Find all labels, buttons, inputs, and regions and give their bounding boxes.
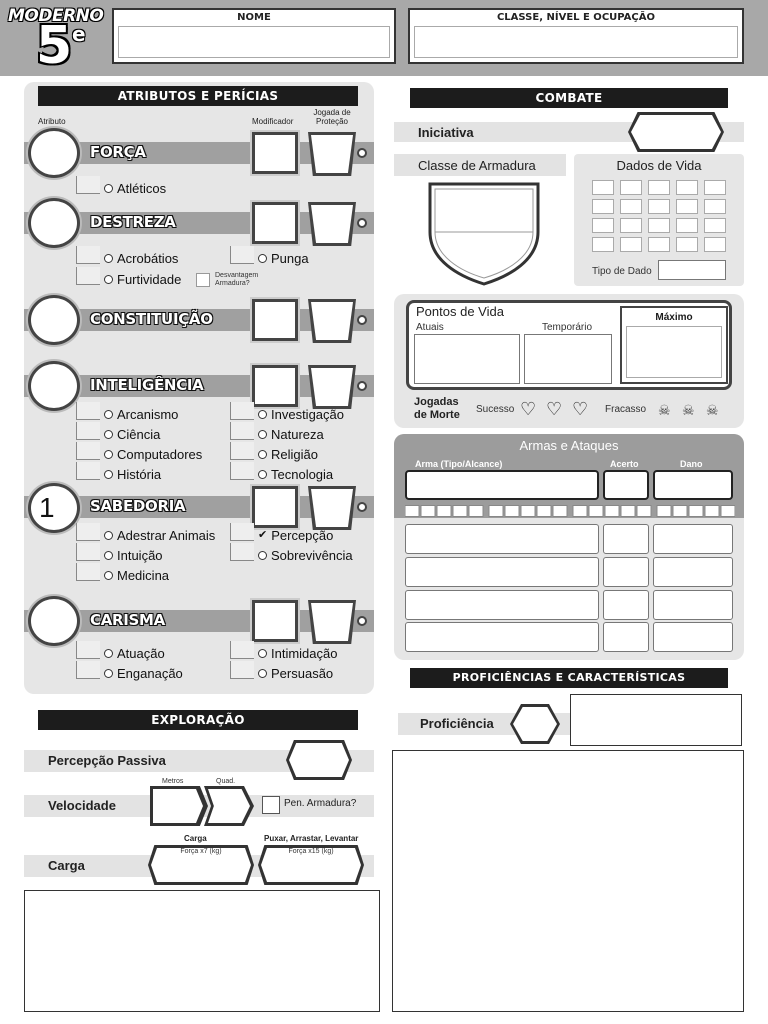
failure-skull-icon[interactable]: ☠ [706, 402, 719, 418]
logo [8, 6, 104, 76]
hit-dice-label: Dados de Vida [616, 158, 702, 173]
skill-box-enganacao[interactable] [76, 661, 100, 679]
skill-box-religiao[interactable] [230, 442, 254, 460]
modifier-carisma[interactable] [252, 600, 298, 642]
success-heart-icon[interactable]: ♡ [546, 399, 563, 419]
skill-box-punga[interactable] [230, 246, 254, 264]
save-prof-destreza[interactable] [357, 218, 367, 228]
skill-religiao[interactable]: Religião [258, 447, 318, 462]
success-heart-icon[interactable]: ♡ [572, 399, 589, 419]
speed-squares-field[interactable] [204, 786, 254, 826]
weapon-row-hit[interactable] [603, 557, 649, 587]
hp-max-label: Máximo [655, 312, 693, 323]
skill-investigacao[interactable]: Investigação [258, 407, 344, 422]
weapons-title: Armas e Ataques [519, 438, 619, 453]
hp-current-field[interactable] [414, 334, 520, 384]
exploration-notes-area[interactable] [24, 890, 380, 1012]
proficiency-label: Proficiência [420, 716, 494, 731]
attr-score-forca[interactable] [28, 128, 80, 178]
hp-temp-label: Temporário [542, 322, 593, 333]
class-field[interactable] [414, 26, 738, 58]
save-inteligencia[interactable] [308, 365, 356, 409]
attr-name-forca: FORÇA [90, 143, 146, 161]
modifier-inteligencia[interactable] [252, 365, 298, 407]
name-label: NOME [237, 12, 271, 23]
skill-natureza[interactable]: Natureza [258, 427, 324, 442]
weapon-rows [405, 524, 735, 652]
save-carisma[interactable] [308, 600, 356, 644]
attr-score-carisma[interactable] [28, 596, 80, 646]
weapon-name-field[interactable] [405, 470, 599, 500]
save-constituicao[interactable] [308, 299, 356, 343]
save-prof-constituicao[interactable] [357, 315, 367, 325]
attr-score-constituicao[interactable] [28, 295, 80, 345]
skill-box-natureza[interactable] [230, 422, 254, 440]
die-type-label: Tipo de Dado [592, 266, 652, 277]
skill-computadores[interactable]: Computadores [104, 447, 202, 462]
skill-box-arcanismo[interactable] [76, 402, 100, 420]
death-failure-label: Fracasso [605, 404, 647, 415]
attribute-col-label: Atributo [38, 117, 66, 126]
logo-sup: e [72, 22, 86, 46]
attributes-title: ATRIBUTOS E PERÍCIAS [38, 86, 358, 106]
ammo-tracker[interactable] [405, 504, 735, 516]
passive-perception-label: Percepção Passiva [48, 753, 166, 768]
attr-score-inteligencia[interactable] [28, 361, 80, 411]
armor-penalty-checkbox[interactable] [262, 796, 280, 814]
logo-number: 5 [36, 16, 73, 76]
weapon-row-name[interactable] [405, 524, 599, 554]
push-col-label: Puxar, Arrastar, Levantar [264, 834, 359, 843]
death-saves-label: Jogadas de Morte [414, 396, 460, 421]
weapon-row-hit[interactable] [603, 622, 649, 652]
class-box [408, 8, 744, 64]
skill-adestrar-animais[interactable]: Adestrar Animais [104, 528, 215, 543]
skill-box-investigacao[interactable] [230, 402, 254, 420]
hit-points-label: Pontos de Vida [416, 304, 504, 319]
save-col-label: Jogada de Proteção [313, 108, 351, 126]
success-heart-icon[interactable]: ♡ [520, 399, 537, 419]
hit-col-label: Acerto [610, 459, 639, 469]
skill-box-intuicao[interactable] [76, 543, 100, 561]
skill-sobrevivencia[interactable]: Sobrevivência [258, 548, 353, 563]
proficiencies-title: PROFICIÊNCIAS E CARACTERÍSTICAS [410, 668, 728, 688]
attr-score-destreza[interactable] [28, 198, 80, 248]
weapon-damage-field[interactable] [653, 470, 733, 500]
damage-col-label: Dano [680, 459, 703, 469]
attr-name-destreza: DESTREZA [90, 213, 176, 231]
skill-acrobatios[interactable]: Acrobátios [104, 251, 178, 266]
exploration-title: EXPLORAÇÃO [38, 710, 358, 730]
weapon-col-label: Arma (Tipo/Alcance) [415, 459, 503, 469]
skill-intuicao[interactable]: Intuição [104, 548, 163, 563]
skill-box-persuasao[interactable] [230, 661, 254, 679]
load-label: Carga [48, 858, 85, 873]
failure-skull-icon[interactable]: ☠ [682, 402, 695, 418]
attr-name-constituicao: CONSTITUIÇÃO [90, 310, 213, 328]
hp-current-label: Atuais [416, 322, 444, 333]
proficiency-field[interactable] [510, 704, 560, 744]
save-sabedoria[interactable] [308, 486, 356, 530]
modifier-destreza[interactable] [252, 202, 298, 244]
skill-box-intimidacao[interactable] [230, 641, 254, 659]
modifier-col-label: Modificador [252, 117, 294, 126]
weapon-row-name[interactable] [405, 622, 599, 652]
skill-historia[interactable]: História [104, 467, 161, 482]
speed-meters-field[interactable] [150, 786, 208, 826]
squares-label: Quad. [216, 778, 236, 785]
weapon-row-name[interactable] [405, 590, 599, 620]
save-prof-inteligencia[interactable] [357, 381, 367, 391]
hp-temp-field[interactable] [524, 334, 612, 384]
skill-box-acrobatios[interactable] [76, 246, 100, 264]
skill-box-medicina[interactable] [76, 563, 100, 581]
shield-icon[interactable] [426, 180, 542, 288]
skill-atuacao[interactable]: Atuação [104, 646, 165, 661]
save-prof-carisma[interactable] [357, 616, 367, 626]
skill-box-atleticos[interactable] [76, 176, 100, 194]
load-formula: Força x7 (kg) [180, 848, 222, 855]
modifier-forca[interactable] [252, 132, 298, 174]
skill-box-historia[interactable] [76, 462, 100, 480]
skill-box-computadores[interactable] [76, 442, 100, 460]
speed-label: Velocidade [48, 798, 116, 813]
skill-intimidacao[interactable]: Intimidação [258, 646, 337, 661]
hit-dice-grid[interactable] [592, 180, 728, 256]
passive-perception-field[interactable] [286, 740, 352, 780]
skill-punga[interactable]: Punga [258, 251, 309, 266]
name-field[interactable] [118, 26, 390, 58]
attr-name-carisma: CARISMA [90, 611, 165, 629]
modifier-sabedoria[interactable] [252, 486, 298, 528]
skill-medicina[interactable]: Medicina [104, 568, 169, 583]
save-forca[interactable] [308, 132, 356, 176]
skill-furtividade[interactable]: Furtividade [104, 272, 181, 287]
weapon-row-damage[interactable] [653, 557, 733, 587]
weapon-hit-field[interactable] [603, 470, 649, 500]
skill-box-ciencia[interactable] [76, 422, 100, 440]
check-icon: ✔ [258, 529, 268, 541]
save-prof-sabedoria[interactable] [357, 502, 367, 512]
armor-penalty-label: Pen. Armadura? [284, 798, 357, 809]
skill-percepcao[interactable]: ✔ Percepção [258, 528, 334, 543]
attr-name-inteligencia: INTELIGÊNCIA [90, 376, 204, 394]
skill-enganacao[interactable]: Enganação [104, 666, 183, 681]
initiative-field[interactable] [628, 112, 724, 152]
skill-tecnologia[interactable]: Tecnologia [258, 467, 333, 482]
weapon-row-damage[interactable] [653, 590, 733, 620]
class-label: CLASSE, NÍVEL E OCUPAÇÃO [496, 12, 656, 23]
ammo-boxes[interactable] [405, 505, 735, 517]
combat-title: COMBATE [410, 88, 728, 108]
die-type-field[interactable] [658, 260, 726, 280]
skill-box-sobrevivencia[interactable] [230, 543, 254, 561]
name-box [112, 8, 396, 64]
attr-name-sabedoria: SABEDORIA [90, 497, 186, 515]
armor-disadvantage-label: Desvantagem Armadura? [215, 272, 259, 287]
proficiency-notes-box[interactable] [570, 694, 742, 746]
modifier-constituicao[interactable] [252, 299, 298, 341]
weapon-row-name[interactable] [405, 557, 599, 587]
save-destreza[interactable] [308, 202, 356, 246]
initiative-label: Iniciativa [418, 125, 474, 140]
weapon-row-damage[interactable] [653, 524, 733, 554]
failure-skull-icon[interactable]: ☠ [658, 402, 671, 418]
skill-ciencia[interactable]: Ciência [104, 427, 160, 442]
skill-arcanismo[interactable]: Arcanismo [104, 407, 178, 422]
logo-title: MODERNO [8, 6, 104, 26]
skill-box-furtividade[interactable] [76, 267, 100, 285]
armor-disadvantage-checkbox[interactable] [196, 273, 210, 287]
skill-box-atuacao[interactable] [76, 641, 100, 659]
save-prof-forca[interactable] [357, 148, 367, 158]
armor-class-label: Classe de Armadura [418, 158, 536, 173]
weapon-row-hit[interactable] [603, 524, 649, 554]
push-formula: Força x15 (kg) [288, 848, 334, 855]
load-col-label: Carga [184, 834, 207, 843]
attr-score-sabedoria[interactable]: 1 [28, 483, 80, 533]
death-success-label: Sucesso [476, 404, 515, 415]
skill-atleticos[interactable]: Atléticos [104, 181, 166, 196]
hp-max-box[interactable] [620, 306, 728, 384]
skill-persuasao[interactable]: Persuasão [258, 666, 333, 681]
weapon-row-hit[interactable] [603, 590, 649, 620]
weapon-row-damage[interactable] [653, 622, 733, 652]
meters-label: Metros [162, 778, 184, 785]
skill-box-tecnologia[interactable] [230, 462, 254, 480]
skill-box-adestrar[interactable] [76, 523, 100, 541]
skill-box-percepcao[interactable] [230, 523, 254, 541]
features-text-area[interactable] [392, 750, 744, 1012]
